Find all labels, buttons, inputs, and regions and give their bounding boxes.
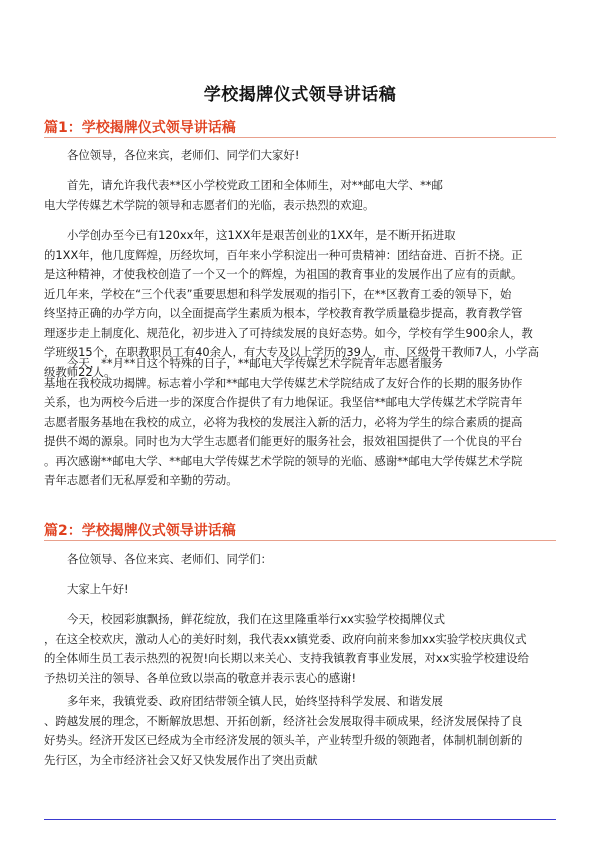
section-1-paragraph-4 bbox=[44, 354, 558, 491]
section-2-paragraph-1 bbox=[44, 550, 558, 570]
text-line: 志愿者服务基地在我校的成立，必将为我校的发展注入新的活力，必将为学生的综合素质的提高 bbox=[44, 414, 523, 429]
section-2-heading: 篇2：学校揭牌仪式领导讲话稿 bbox=[44, 523, 236, 539]
text-line: 青年志愿者们无私厚爱和辛勤的劳动。 bbox=[44, 473, 238, 487]
text-line: 好势头。经济开发区已经成为全市经济发展的领头羊，产业转型升级的领跑者，体制机制创新的 bbox=[44, 733, 523, 747]
text-line: 多年来，我镇党委、政府团结带领全镇人民，始终坚持科学发展、和谐发展 bbox=[67, 694, 443, 708]
text-line: 予热切关注的领导、各单位致以崇高的敬意并表示衷心的感谢! bbox=[44, 670, 357, 685]
text-line: 。再次感谢**邮电大学、**邮电大学传媒艺术学院的领导的光临、感谢**邮电大学传媒艺术学院 bbox=[44, 453, 523, 468]
text-line: 关系，也为两校今后进一步的深度合作提供了有力地保证。我坚信**邮电大学传媒艺术学院青年 bbox=[44, 395, 523, 409]
section-1-heading: 篇1：学校揭牌仪式领导讲话稿 bbox=[44, 120, 236, 136]
section-1-paragraph-2 bbox=[44, 176, 558, 215]
text-line: 电大学传媒艺术学院的领导和志愿者们的光临，表示热烈的欢迎。 bbox=[44, 197, 375, 212]
text-line: 近几年来，学校在“三个代表”重要思想和科学发展观的指引下，在**区教育工委的领导下，始 bbox=[44, 286, 512, 301]
text-line: 理逐步走上制度化、规范化，初步进入了可持续发展的良好态势。如今，学校有学生900余人，教 bbox=[44, 325, 533, 340]
section-1-paragraph-1 bbox=[44, 146, 558, 166]
text-line: 的1XX年，他几度辉煌，历经坎坷，百年来小学积淀出一种可贵精神：团结奋进、百折不挠。正 bbox=[44, 247, 523, 262]
text-line: 大家上午好! bbox=[67, 582, 129, 596]
text-line: 先行区，为全市经济社会又好又快发展作出了突出贡献 bbox=[44, 752, 318, 767]
text-line: 今天，校园彩旗飘扬，鲜花绽放，我们在这里隆重举行xx实验学校揭牌仪式 bbox=[67, 612, 445, 626]
section-2-rule bbox=[44, 540, 556, 541]
section-1-rule bbox=[44, 137, 556, 138]
text-line: ，在这全校欢庆，激动人心的美好时刻，我代表xx镇党委、政府向前来参加xx实验学校庆典仪式 bbox=[44, 631, 527, 646]
section-2-paragraph-3 bbox=[44, 610, 558, 688]
document-title: 学校揭牌仪式领导讲话稿 bbox=[203, 85, 397, 105]
text-line: 小学创办至今已有120xx年，这1XX年是艰苦创业的1XX年，是不断开拓进取 bbox=[67, 228, 456, 242]
text-line: 各位领导、各位来宾、老师们、同学们： bbox=[67, 552, 273, 566]
text-line: 学班级15个，在职教职员工有40余人，有大专及以上学历的39人，市、区级骨干教师7人，小学高 bbox=[44, 345, 539, 359]
text-line: 级教师22人。 bbox=[44, 364, 116, 379]
text-line: 首先，请允许我代表**区小学校党政工团和全体师生，对**邮电大学、**邮 bbox=[67, 178, 443, 192]
footer-rule bbox=[44, 819, 556, 820]
text-line: 各位领导，各位来宾，老师们、同学们大家好! bbox=[67, 148, 300, 162]
text-line: 今天，**月**日这个特殊的日子，**邮电大学传媒艺术学院青年志愿者服务 bbox=[67, 356, 443, 370]
section-2-paragraph-4 bbox=[44, 692, 558, 770]
section-2-paragraph-2 bbox=[44, 580, 558, 600]
text-line: 提供不竭的源泉。同时也为大学生志愿者们能更好的服务社会，报效祖国提供了一个优良的平台 bbox=[44, 434, 523, 448]
text-line: 、跨越发展的理念，不断解放思想、开拓创新，经济社会发展取得丰硕成果，经济发展保持了良 bbox=[44, 713, 523, 728]
text-line: 是这种精神，才使我校创造了一个又一个的辉煌，为祖国的教育事业的发展作出了应有的贡献。 bbox=[44, 267, 523, 281]
text-line: 的全体师生员工表示热烈的祝贺!向长期以来关心、支持我镇教育事业发展，对xx实验学校建设给 bbox=[44, 651, 530, 665]
text-line: 基地在我校成功揭牌。标志着小学和**邮电大学传媒艺术学院结成了友好合作的长期的服务协作 bbox=[44, 375, 523, 390]
text-line: 终坚持正确的办学方向，以全面提高学生素质为根本，学校教育教学质量稳步提高，教育教学管 bbox=[44, 306, 523, 320]
